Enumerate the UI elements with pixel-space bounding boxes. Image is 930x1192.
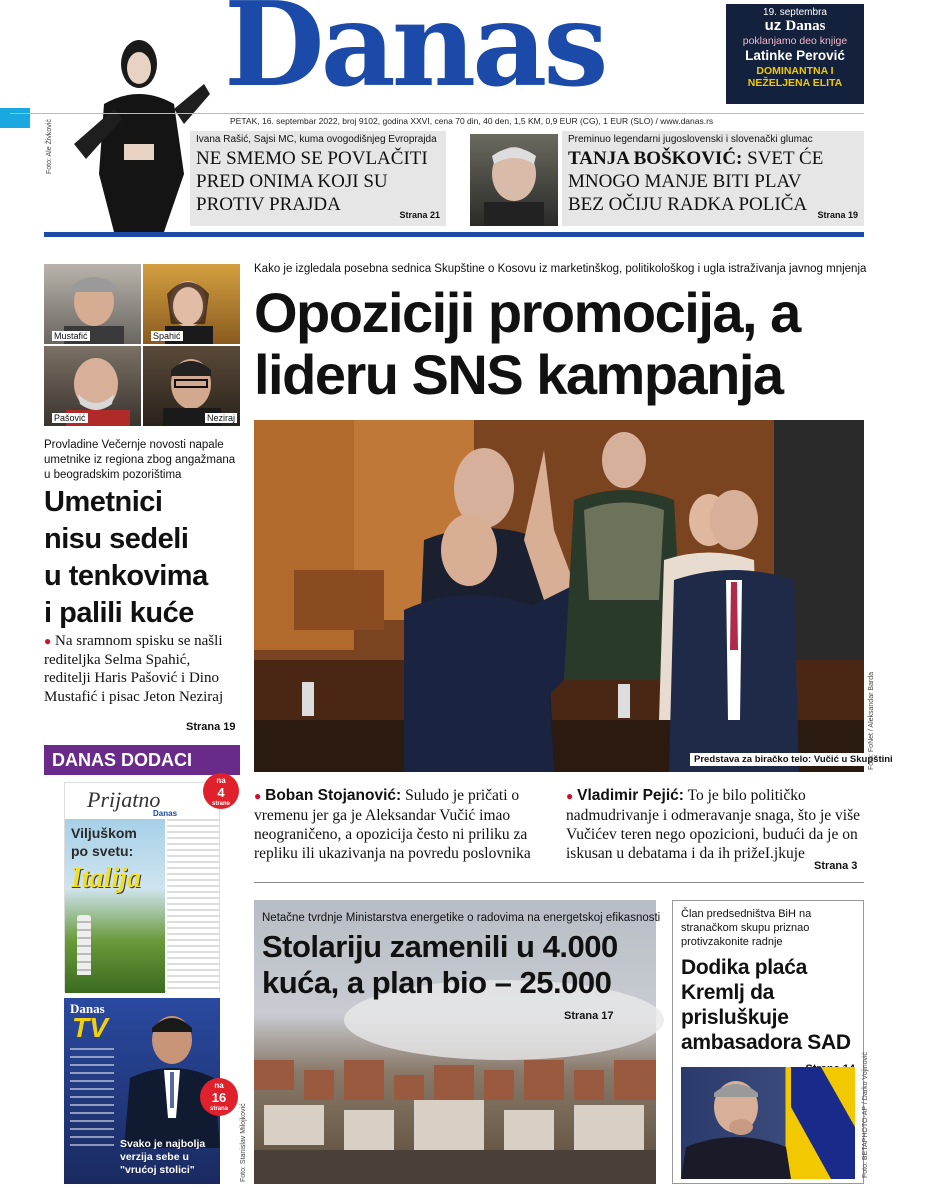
teaser-right[interactable] [562, 131, 864, 226]
prijatno-brand: Danas [153, 809, 178, 818]
badge-top: na [214, 1081, 224, 1090]
sidebar-headline-line-2: nisu sedeli [44, 523, 189, 555]
energy-story[interactable] [254, 900, 661, 1184]
prijatno-cover-1: Viljuškom [71, 825, 137, 841]
teaser-right-line-3: BEZ OČIJU RADKA POLIČA [568, 194, 808, 215]
portrait-label-pasovic: Pašović [54, 413, 86, 423]
tower-icon [77, 915, 91, 975]
teaser-right-line-1: SVET ĆE [742, 148, 824, 169]
portrait-label-spahic: Spahić [153, 331, 181, 341]
cover-model-photo [44, 24, 212, 232]
energy-headline-1: Stolariju zamenili u 4.000 [262, 929, 618, 964]
teaser-right-name: TANJA BOŠKOVIĆ: [568, 148, 743, 169]
sidebar-body [44, 632, 240, 706]
promo-author: Latinke Perović [745, 48, 845, 63]
prijatno-cover[interactable] [64, 782, 220, 992]
portrait-pasovic [44, 346, 141, 426]
teaser-right-kicker: Preminuo legendarni jugoslovenski i slovenački glumac [568, 134, 813, 145]
tv-cover[interactable] [64, 998, 220, 1184]
dateline: PETAK, 16. septembar 2022, broj 9102, godina XXVI, cena 70 din, 40 den, 1,5 KM, 0,9 EUR (CG), 1 EUR (SLO) / www.danas.rs [230, 116, 714, 126]
badge-top: na [216, 776, 226, 785]
badge-bot: strana [209, 1106, 228, 1112]
quote-right-text: To je bilo političko nadmudrivanje i odmeravanje snaga, što je više Vučićev teren nego opozicioni, budući da je on iskusan u debatama i da ih prižeI.jkuje [566, 787, 860, 862]
book-promo-box[interactable] [726, 4, 864, 104]
portrait-label-mustafic: Mustafić [54, 331, 88, 341]
teaser-left-kicker: Ivana Rašić, Sajsi MC, kuma ovogodišnjeg Evroprajda [196, 134, 437, 145]
dodaci-banner[interactable]: DANAS DODACI [44, 745, 240, 775]
portrait-label-neziraj: Neziraj [207, 413, 236, 423]
portrait-mustafic [44, 264, 141, 344]
sidebar-headline-line-3: u tenkovima [44, 560, 208, 592]
dodik-photo-credit: Foto: BETAPHOTO-AP / Darko Vojinović [862, 1051, 869, 1178]
sidebar-body-text: Na sramnom spisku se našli rediteljka Selma Spahić, reditelji Haris Pašović i Dino Mustafić i pisac Jeton Neziraj [44, 633, 224, 705]
prijatno-badge [203, 773, 239, 809]
promo-line: poklanjamo deo knjige [742, 35, 848, 47]
quote-left-name: Boban Stojanović: [265, 787, 402, 804]
promo-uz: uz [764, 17, 782, 34]
quote-right-name: Vladimir Pejić: [577, 787, 684, 804]
teaser-left-line-1: NE SMEMO SE POVLAČITI [196, 148, 428, 169]
quote-left-text: Suludo je pričati o vremenu jer ga je Aleksandar Vučić imao neograničeno, a opozicija često ni priliku za repliku ili ukazivanja na povredu poslovnika [254, 787, 531, 862]
dodik-headline-2: Kremlj da [681, 981, 774, 1004]
main-headline[interactable] [254, 282, 866, 406]
teaser-left-page: Strana 21 [399, 210, 440, 220]
dodik-headline-1: Dodika plaća [681, 956, 807, 979]
quote-right [566, 786, 864, 863]
main-page: Strana 3 [814, 860, 858, 872]
promo-brand: Danas [785, 18, 826, 34]
energy-kicker: Netačne tvrdnje Ministarstva energetike o radovima na energetskoj efikasnosti [262, 912, 661, 924]
teaser-left-line-2: PRED ONIMA KOJI SU [196, 171, 388, 192]
tv-cover-1: Svako je najbolja [120, 1138, 206, 1150]
teaser-right-page: Strana 19 [817, 210, 858, 220]
promo-title-2: NEŽELJENA ELITA [747, 77, 843, 89]
tv-cover-3: "vrućoj stolici" [120, 1164, 195, 1176]
prijatno-cover-2: po svetu: [71, 843, 134, 859]
tv-badge [200, 1078, 238, 1116]
photo-caption: Predstava za biračko telo: Vučić u Skupštini [690, 753, 897, 766]
dodik-headline-3: prisluškuje [681, 1006, 789, 1029]
main-headline-line-1: Opoziciji promocija, a [254, 281, 800, 344]
masthead-divider [44, 232, 864, 237]
badge-bot: strane [211, 801, 230, 807]
teaser-left-line-3: PROTIV PRAJDA [196, 194, 341, 215]
host-figure [120, 1008, 220, 1148]
masthead-logo[interactable]: Danas [224, 0, 605, 113]
tv-brand: Danas [70, 1001, 105, 1016]
teaser-left[interactable] [190, 131, 446, 226]
dodik-kicker: Član predsedništva BiH na stranačkom skupu priznao protivzakonite radnje [681, 908, 812, 948]
promo-title-1: DOMINANTNA I [756, 65, 834, 77]
energy-page: Strana 17 [564, 1010, 614, 1022]
dodik-headline-4: ambasadora SAD [681, 1031, 851, 1054]
quote-left [254, 786, 550, 863]
portrait-neziraj [143, 346, 240, 426]
badge-num: 16 [211, 1090, 227, 1105]
edge-tab [0, 108, 30, 128]
sidebar-headline-line-4: i palili kuće [44, 597, 194, 629]
energy-headline-2: kuća, a plan bio – 25.000 [262, 965, 612, 1000]
main-kicker: Kako je izgledala posebna sednica Skupštine o Kosovu iz marketinškog, politikološkog i ugla istraživanja javnog mnjenja [254, 263, 867, 275]
sidebar-page: Strana 19 [186, 721, 236, 733]
dodik-story[interactable] [672, 900, 864, 1184]
actor-photo [470, 134, 558, 226]
promo-date: 19. septembra [763, 7, 827, 18]
dodik-photo [681, 1067, 855, 1179]
portrait-spahic [143, 264, 240, 344]
sidebar-kicker: Provladine Večernje novosti napale umetnike iz regiona zbog angažmana u beogradskim pozorištima [44, 439, 236, 481]
tv-cover-2: verzija sebe u [120, 1151, 189, 1163]
tv-logo: TV [72, 1012, 108, 1043]
photo-credit: Foto: Ale Živković [46, 119, 53, 174]
teaser-right-line-2: MNOGO MANJE BITI PLAV [568, 171, 802, 192]
energy-photo-credit: Foto: Stanislav Milojković [240, 1103, 247, 1182]
bullet-icon: ● [566, 789, 574, 803]
prijatno-cover-3: Italija [71, 863, 142, 894]
main-headline-line-2: lideru SNS kampanja [254, 343, 783, 406]
main-photo-credit: Foto: FoNet / Aleksandar Barda [868, 671, 875, 770]
sidebar-headline[interactable] [44, 484, 244, 632]
bullet-icon: ● [254, 789, 262, 803]
badge-num: 4 [217, 785, 225, 800]
bullet-icon: ● [44, 634, 52, 648]
sidebar-headline-line-1: Umetnici [44, 486, 163, 518]
prijatno-title: Prijatno [87, 787, 161, 812]
